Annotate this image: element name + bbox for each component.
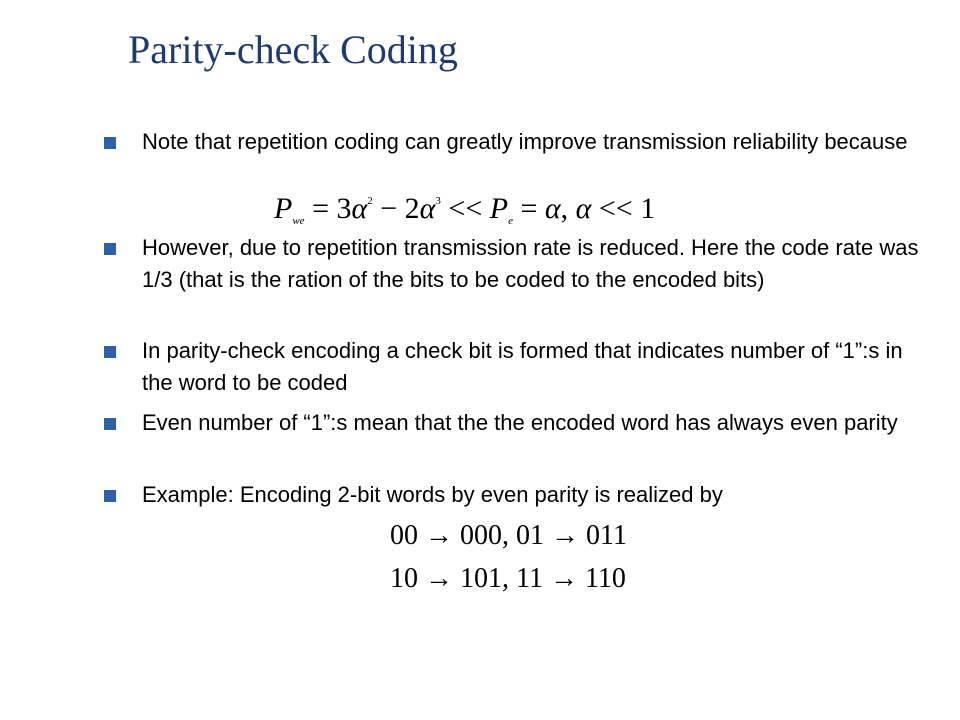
- reliability-formula: [274, 192, 655, 227]
- bullet-3: In parity-check encoding a check bit is formed that indicates number of “1”:s in the word to be coded: [142, 338, 903, 395]
- formula-minus: − 2: [372, 192, 420, 225]
- code-example-1: 00 → 000, 01 → 011: [390, 520, 627, 551]
- formula-alpha2: α: [419, 192, 436, 225]
- formula-alpha3: α: [544, 192, 561, 225]
- formula-eq1: = 3: [304, 192, 352, 225]
- bullet-marker-4: [104, 418, 116, 430]
- bullet-marker-1: [104, 137, 116, 149]
- code-example-2: 10 → 101, 11 → 110: [390, 563, 626, 594]
- formula-ll: <<: [440, 192, 490, 225]
- formula-sq: 2: [367, 195, 373, 207]
- formula-alpha4: α: [575, 192, 592, 225]
- bullet-5: Example: Encoding 2-bit words by even parity is realized by: [142, 482, 723, 507]
- slide-title: Parity-check Coding: [128, 27, 458, 72]
- bullet-1: Note that repetition coding can greatly improve transmission reliability because: [142, 129, 908, 154]
- bullet-marker-5: [104, 490, 116, 502]
- bullet-marker-3: [104, 346, 116, 358]
- formula-ll2: << 1: [591, 192, 656, 225]
- formula-e: e: [508, 215, 513, 227]
- bullet-marker-2: [104, 243, 116, 255]
- formula-alpha1: α: [351, 192, 368, 225]
- bullet-4: Even number of “1”:s mean that the the encoded word has always even parity: [142, 410, 898, 435]
- formula-we: we: [292, 215, 305, 227]
- formula-eq2: =: [512, 192, 545, 225]
- formula-cube: 3: [435, 195, 441, 207]
- formula-p: P: [274, 192, 293, 225]
- formula-p2: P: [489, 192, 509, 225]
- bullet-2: However, due to repetition transmission rate is reduced. Here the code rate was 1/3 (that is the ration of the bits to be coded to the encoded bits): [142, 235, 919, 292]
- formula-tail: ,: [560, 192, 576, 225]
